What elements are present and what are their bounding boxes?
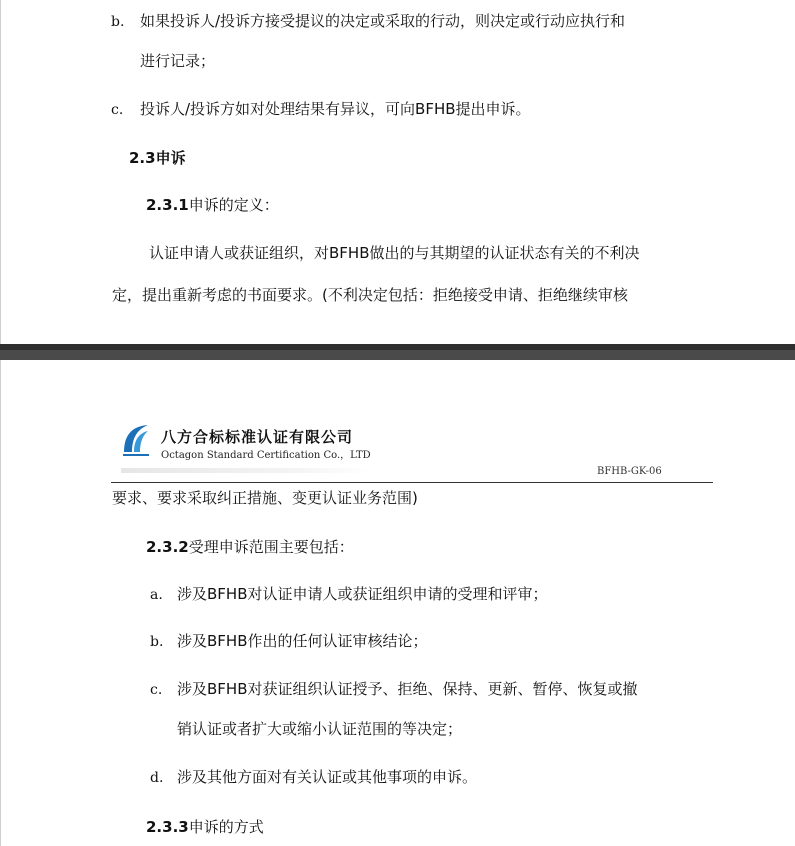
company-name-cn: 八方合标标准认证有限公司 — [161, 428, 354, 446]
list-marker-a: a. — [150, 587, 163, 603]
item-c-text: 投诉人/投诉方如对处理结果有异议，可向BFHB提出申诉。 — [140, 100, 531, 118]
list-item-b: 涉及BFHB作出的任何认证审核结论； — [177, 632, 428, 650]
section-title: 申诉的方式 — [188, 818, 264, 836]
list-marker-b: b. — [111, 14, 125, 30]
page-separator — [0, 344, 795, 360]
item-b-line-1: 如果投诉人/投诉方接受提议的决定或采取的行动，则决定或行动应执行和 — [140, 12, 626, 30]
header-fade-bar — [121, 468, 371, 473]
paragraph-continuation: 要求、要求采取纠正措施、变更认证业务范围) — [112, 489, 418, 507]
paragraph-line-1: 认证申请人或获证组织，对BFHB做出的与其期望的认证状态有关的不利决 — [149, 244, 640, 262]
header-rule — [111, 482, 713, 483]
list-item-d: 涉及其他方面对有关认证或其他事项的申诉。 — [177, 768, 478, 786]
list-marker-c: c. — [150, 682, 163, 698]
list-marker-d: d. — [150, 770, 164, 786]
document-code: BFHB-GK-06 — [597, 466, 662, 477]
section-title: 申诉的定义： — [188, 196, 279, 214]
section-heading-2-3: 2.3申诉 — [129, 149, 186, 167]
list-item-a: 涉及BFHB对认证申请人或获证组织申请的受理和评审； — [177, 585, 548, 603]
section-number: 2.3.2 — [146, 538, 189, 556]
list-marker-c: c. — [111, 102, 124, 118]
list-item-c-line-2: 销认证或者扩大或缩小认证范围的等决定； — [177, 720, 463, 738]
item-b-line-2: 进行记录； — [140, 52, 216, 70]
section-title: 受理申诉范围主要包括： — [188, 538, 354, 556]
company-logo-icon — [121, 422, 151, 458]
section-heading-2-3-3 — [146, 817, 264, 837]
section-number: 2.3.1 — [146, 196, 189, 214]
company-name-en: Octagon Standard Certification Co.，LTD — [161, 450, 371, 461]
section-heading-2-3-2 — [146, 537, 354, 557]
document-page-1 — [0, 0, 795, 344]
section-heading-2-3-1 — [146, 195, 279, 215]
list-marker-b: b. — [150, 634, 164, 650]
document-page-2 — [0, 360, 795, 846]
list-item-c-line-1: 涉及BFHB对获证组织认证授予、拒绝、保持、更新、暂停、恢复或撤 — [177, 680, 638, 698]
section-number: 2.3.3 — [146, 818, 189, 836]
paragraph-line-2: 定，提出重新考虑的书面要求。(不利决定包括：拒绝接受申请、拒绝继续审核 — [112, 286, 628, 304]
